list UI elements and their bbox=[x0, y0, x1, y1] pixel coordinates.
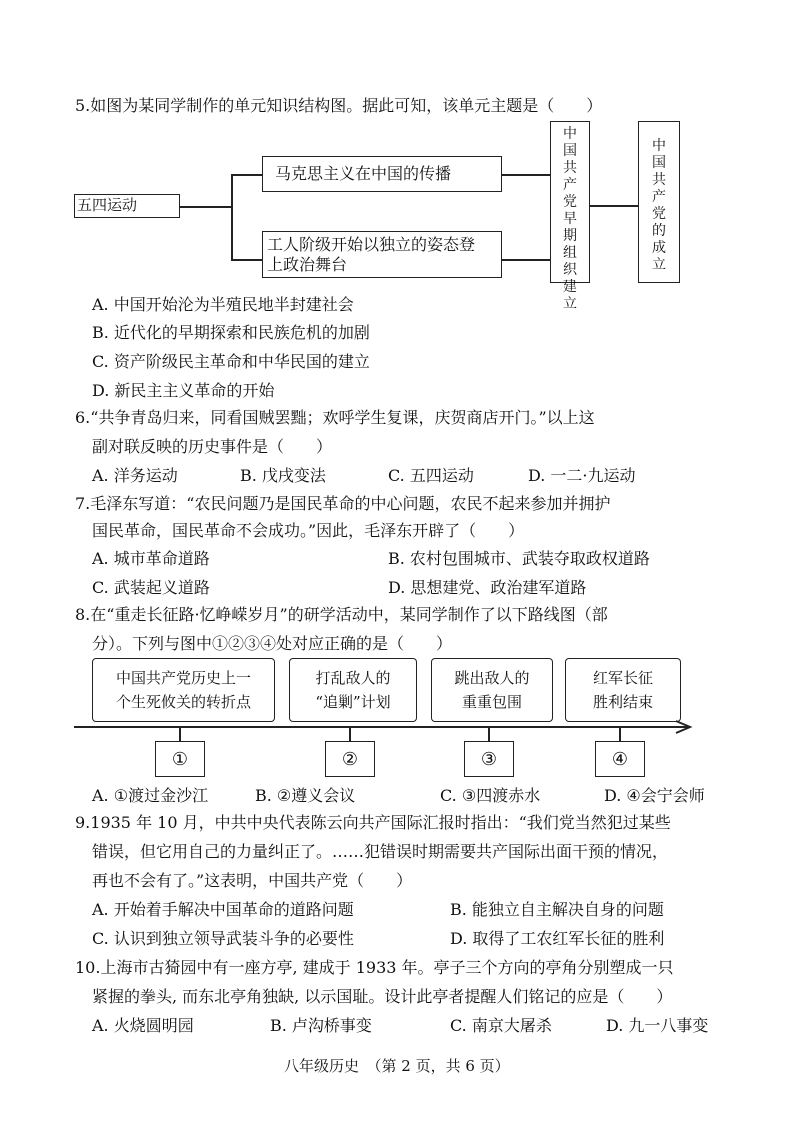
q8-stem-line2: 分）。下列与图中①②③④处对应正确的是（ ） bbox=[92, 634, 453, 653]
q9-stem-line3: 再也不会有了。”这表明，中国共产党（ ） bbox=[92, 871, 413, 890]
q7-option-a[interactable]: A. 城市革命道路 bbox=[92, 549, 210, 568]
diagram-box-early-org: 中 国 共 产 党 早 期 组 织 建 立 bbox=[550, 121, 590, 283]
q5-option-d[interactable]: D. 新民主主义革命的开始 bbox=[92, 381, 275, 400]
marker-2: ② bbox=[325, 741, 375, 777]
connector bbox=[488, 728, 490, 741]
q7-option-c[interactable]: C. 武装起义道路 bbox=[92, 578, 210, 597]
q7-stem-line1: 7.毛泽东写道：“农民问题乃是国民革命的中心问题，农民不起来参加并拥护 bbox=[75, 494, 611, 513]
q9-option-c[interactable]: C. 认识到独立领导武装斗争的必要性 bbox=[92, 929, 354, 948]
q10-stem-line1: 10.上海市古猗园中有一座方亭, 建成于 1933 年。亭子三个方向的亭角分别塑成一只 bbox=[75, 958, 674, 977]
q9-stem-line2: 错误，但它用自己的力量纠正了。……犯错误时期需要共产国际出面干预的情况， bbox=[92, 842, 669, 861]
q5-option-c[interactable]: C. 资产阶级民主革命和中华民国的建立 bbox=[92, 352, 370, 371]
q8-option-d[interactable]: D. ④会宁会师 bbox=[604, 786, 705, 805]
connector bbox=[502, 174, 550, 176]
marker-1: ① bbox=[155, 741, 205, 777]
q10-option-c[interactable]: C. 南京大屠杀 bbox=[450, 1016, 552, 1035]
marker-3: ③ bbox=[464, 741, 514, 777]
q6-stem-line1: 6.“共争青岛归来，同看国贼罢黜；欢呼学生复课，庆贺商店开门。”以上这 bbox=[75, 408, 595, 427]
q10-option-d[interactable]: D. 九一八事变 bbox=[606, 1016, 709, 1035]
q6-option-c[interactable]: C. 五四运动 bbox=[388, 466, 474, 485]
marker-4: ④ bbox=[595, 741, 645, 777]
connector bbox=[231, 174, 233, 260]
q10-option-a[interactable]: A. 火烧圆明园 bbox=[92, 1016, 194, 1035]
connector bbox=[349, 728, 351, 741]
diagram-box-wusi: 五四运动 bbox=[74, 194, 180, 218]
q6-stem-line2: 副对联反映的历史事件是（ ） bbox=[92, 437, 333, 456]
event-box-2: 打乱敌人的 “追剿”计划 bbox=[289, 658, 417, 722]
q8-option-c[interactable]: C. ③四渡赤水 bbox=[440, 786, 541, 805]
connector bbox=[179, 728, 181, 741]
q5-option-b[interactable]: B. 近代化的早期探索和民族危机的加剧 bbox=[92, 323, 370, 342]
q9-stem-line1: 9.1935 年 10 月，中共中央代表陈云向共产国际汇报时指出：“我们党当然犯过某些 bbox=[75, 813, 671, 832]
event-box-4: 红军长征 胜利结束 bbox=[565, 658, 681, 722]
q7-option-b[interactable]: B. 农村包围城市、武装夺取政权道路 bbox=[388, 549, 650, 568]
q5-option-a[interactable]: A. 中国开始沦为半殖民地半封建社会 bbox=[92, 295, 354, 314]
q8-option-a[interactable]: A. ①渡过金沙江 bbox=[92, 786, 209, 805]
connector bbox=[180, 206, 232, 208]
diagram-box-marxism: 马克思主义在中国的传播 bbox=[262, 156, 502, 192]
connector bbox=[619, 728, 621, 741]
q6-option-d[interactable]: D. 一二·九运动 bbox=[528, 466, 636, 485]
q10-stem-line2: 紧握的拳头, 而东北亭角独缺, 以示国耻。设计此亭者提醒人们铭记的应是（ ） bbox=[92, 987, 673, 1006]
workers-line-1: 工人阶级开始以独立的姿态登 bbox=[267, 235, 476, 254]
q7-stem-line2: 国民革命，国民革命不会成功。”因此，毛泽东开辟了（ ） bbox=[92, 521, 525, 540]
connector bbox=[231, 259, 263, 261]
timeline-arrow bbox=[74, 720, 704, 740]
event-box-1: 中国共产党历史上一 个生死攸关的转折点 bbox=[92, 658, 275, 722]
connector bbox=[502, 259, 550, 261]
page-footer: 八年级历史 （第 2 页，共 6 页） bbox=[284, 1057, 510, 1075]
diagram-box-founding: 中 国 共 产 党 的 成 立 bbox=[638, 121, 680, 283]
q5-stem: 5.如图为某同学制作的单元知识结构图。据此可知，该单元主题是（ ） bbox=[75, 96, 603, 115]
q6-option-a[interactable]: A. 洋务运动 bbox=[92, 466, 178, 485]
q9-option-a[interactable]: A. 开始着手解决中国革命的道路问题 bbox=[92, 900, 354, 919]
q9-option-b[interactable]: B. 能独立自主解决自身的问题 bbox=[450, 900, 664, 919]
q6-option-b[interactable]: B. 戊戌变法 bbox=[240, 466, 326, 485]
diagram-box-workers bbox=[262, 231, 502, 278]
q8-option-b[interactable]: B. ②遵义会议 bbox=[255, 786, 356, 805]
q10-option-b[interactable]: B. 卢沟桥事变 bbox=[270, 1016, 372, 1035]
event-box-3: 跳出敌人的 重重包围 bbox=[431, 658, 553, 722]
connector bbox=[231, 174, 263, 176]
connector bbox=[590, 205, 638, 207]
q8-stem-line1: 8.在“重走长征路·忆峥嵘岁月”的研学活动中，某同学制作了以下路线图（部 bbox=[75, 605, 608, 624]
q7-option-d[interactable]: D. 思想建党、政治建军道路 bbox=[388, 578, 587, 597]
workers-line-2: 上政治舞台 bbox=[267, 255, 348, 274]
q9-option-d[interactable]: D. 取得了工农红军长征的胜利 bbox=[450, 929, 665, 948]
